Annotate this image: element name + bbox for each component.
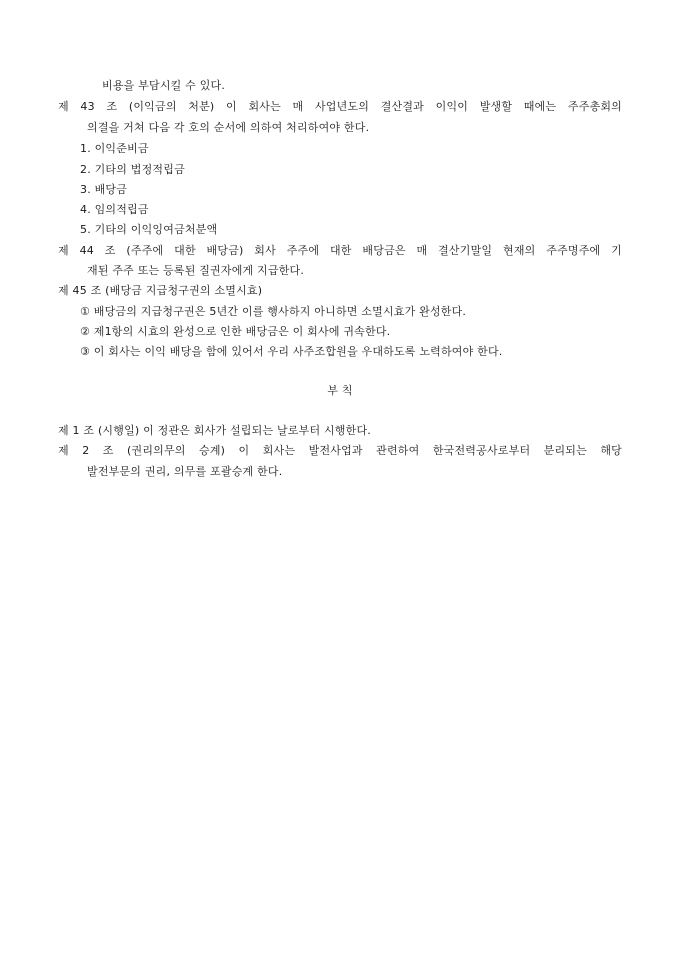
article-43-item: 2. 기타의 법정적립금 — [80, 163, 185, 176]
article-44-heading: 제 44 조 (주주에 대한 배당금) 회사 주주에 대한 배당금은 매 결산기말일 현재의 주주명주에 기 — [58, 244, 622, 257]
article-45-clause: ② 제1항의 시효의 완성으로 인한 배당금은 이 회사에 귀속한다. — [80, 325, 391, 338]
article-45-clause: ③ 이 회사는 이익 배당을 함에 있어서 우리 사주조합원을 우대하도록 노력하여야 한다. — [80, 345, 503, 358]
supplement-article-2-continuation: 발전부문의 권리, 의무를 포괄승계 한다. — [87, 465, 283, 478]
article-44-continuation: 재된 주주 또는 등록된 질권자에게 지급한다. — [87, 264, 305, 277]
supplement-heading: 부 칙 — [327, 384, 353, 397]
continuation-text: 비용을 부담시킬 수 있다. — [102, 79, 226, 92]
supplement-article-2-heading: 제 2 조 (권리의무의 승계) 이 회사는 발전사업과 관련하여 한국전력공사로부터 분리되는 해당 — [58, 444, 622, 457]
article-43-continuation: 의결을 거쳐 다음 각 호의 순서에 의하여 처리하여야 한다. — [87, 121, 370, 134]
supplement-article-1: 제 1 조 (시행일) 이 정관은 회사가 설립되는 날로부터 시행한다. — [58, 424, 371, 437]
article-43-heading: 제 43 조 (이익금의 처분) 이 회사는 매 사업년도의 결산결과 이익이 발생할 때에는 주주총회의 — [58, 100, 622, 113]
article-43-item: 1. 이익준비금 — [80, 142, 149, 155]
article-43-item: 5. 기타의 이익잉여금처분액 — [80, 223, 218, 236]
article-45-heading: 제 45 조 (배당금 지급청구권의 소멸시효) — [58, 284, 263, 297]
article-43-item: 4. 임의적립금 — [80, 203, 149, 216]
article-45-clause: ① 배당금의 지급청구권은 5년간 이를 행사하지 아니하면 소멸시효가 완성한다. — [80, 305, 467, 318]
article-43-item: 3. 배당금 — [80, 183, 128, 196]
